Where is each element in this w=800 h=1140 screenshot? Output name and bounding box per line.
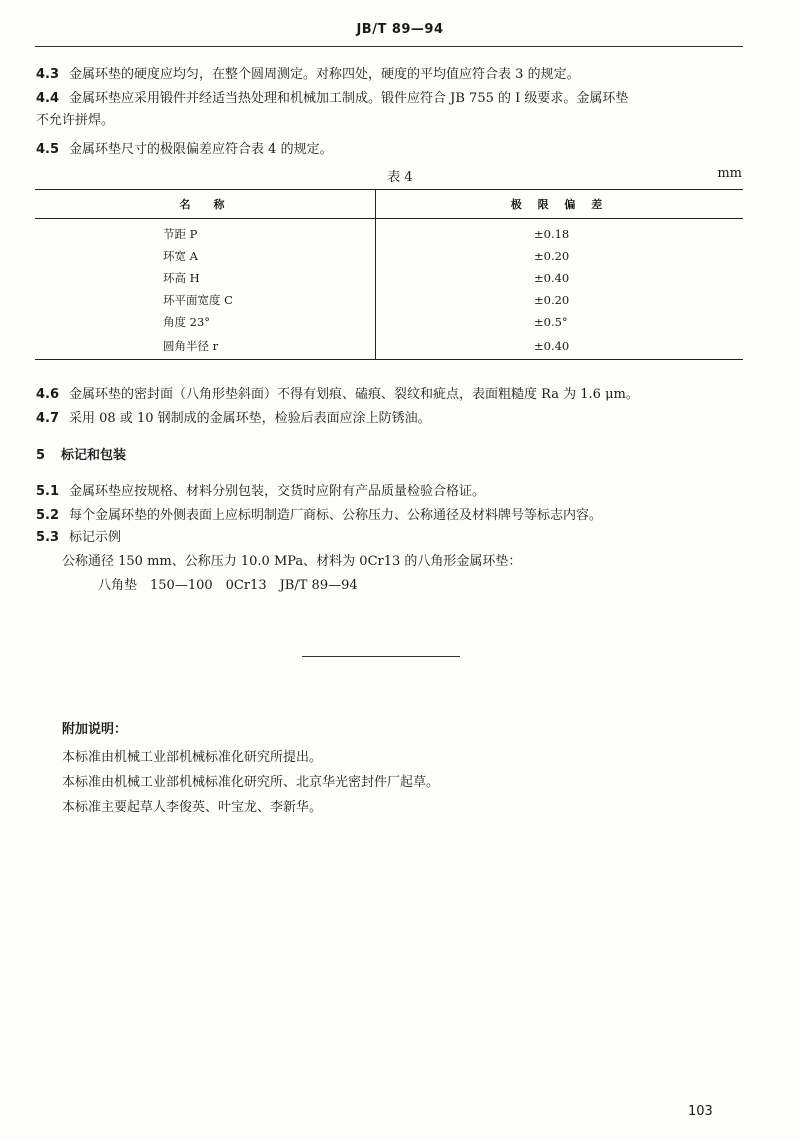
- clause-number: 4.6: [36, 387, 60, 402]
- row-value: ±0.20: [534, 249, 570, 263]
- row-value: ±0.40: [376, 333, 744, 359]
- section-title: 标记和包装: [61, 448, 127, 463]
- row-name: 环高 H: [35, 267, 376, 289]
- table-row: [35, 333, 743, 359]
- clause-4-3: [36, 64, 742, 85]
- clause-4-4: [36, 88, 742, 109]
- row-name: 节距 P: [35, 219, 376, 246]
- clause-text: 金属环垫应按规格、材料分别包装，交货时应附有产品质量检验合格证。: [69, 484, 486, 499]
- tolerance-table: [35, 189, 743, 360]
- note-line: 本标准由机械工业部机械标准化研究所、北京华光密封件厂起草。: [62, 775, 440, 790]
- clause-number: 4.4: [36, 91, 60, 106]
- table-header-row: [35, 190, 743, 219]
- clause-number: 4.3: [36, 67, 60, 82]
- table-row: [35, 219, 743, 246]
- table-row: [35, 267, 743, 289]
- row-name: 环平面宽度 C: [35, 289, 376, 311]
- document-header: JB/T 89—94: [356, 22, 444, 37]
- clause-text: 不允许拼焊。: [36, 113, 115, 128]
- header-rule: [35, 46, 743, 47]
- row-value: ±0.20: [534, 293, 570, 307]
- clause-text: 采用 08 或 10 钢制成的金属环垫，检验后表面应涂上防锈油。: [69, 411, 431, 426]
- clause-4-7: [36, 408, 742, 429]
- table-caption: 表 4: [387, 170, 413, 185]
- clause-4-5: [36, 139, 742, 160]
- row-value: ±0.18: [534, 227, 570, 241]
- row-name: 圆角半径 r: [35, 333, 376, 359]
- section-number: 5: [36, 448, 46, 463]
- clause-text: 金属环垫的硬度应均匀，在整个圆周测定。对称四处，硬度的平均值应符合表 3 的规定。: [69, 67, 580, 82]
- clause-number: 5.2: [36, 508, 60, 523]
- row-value: ±0.5°: [534, 315, 568, 329]
- row-name: 角度 23°: [35, 311, 376, 333]
- clause-text: 每个金属环垫的外侧表面上应标明制造厂商标、公称压力、公称通径及材料牌号等标志内容。: [69, 508, 603, 523]
- header-name: 名 称: [35, 190, 376, 219]
- row-name: 环宽 A: [35, 245, 376, 267]
- notes-title: 附加说明：: [62, 722, 128, 737]
- clause-number: 4.7: [36, 411, 60, 426]
- end-divider: [302, 656, 460, 657]
- clause-4-4-continued: [36, 110, 742, 131]
- header-tolerance: 极 限 偏 差: [376, 190, 744, 219]
- note-line: 本标准主要起草人李俊英、叶宝龙、李新华。: [62, 800, 323, 815]
- table-unit: mm: [717, 166, 742, 181]
- note-line: 本标准由机械工业部机械标准化研究所提出。: [62, 750, 323, 765]
- clause-number: 5.3: [36, 530, 60, 545]
- page-number: 103: [688, 1104, 713, 1119]
- table-row: [35, 311, 743, 333]
- clause-text: 金属环垫应采用锻件并经适当热处理和机械加工制成。锻件应符合 JB 755 的 Ⅰ 级要求。金属环垫: [69, 91, 629, 106]
- clause-text: 金属环垫尺寸的极限偏差应符合表 4 的规定。: [69, 142, 333, 157]
- table-row: [35, 289, 743, 311]
- clause-5-3: [36, 527, 742, 548]
- clause-5-1: [36, 481, 742, 502]
- section-5-heading: [36, 445, 742, 466]
- clause-number: 5.1: [36, 484, 60, 499]
- row-value: ±0.40: [534, 271, 570, 285]
- clause-5-2: [36, 505, 742, 526]
- table-row: [35, 245, 743, 267]
- marking-example: 八角垫 150—100 0Cr13 JB/T 89—94: [98, 578, 358, 593]
- clause-text: 金属环垫的密封面（八角形垫斜面）不得有划痕、磕痕、裂纹和疵点，表面粗糙度 Ra 为 1.6 μm。: [69, 387, 639, 402]
- clause-4-6: [36, 384, 742, 405]
- clause-text: 标记示例: [69, 530, 122, 545]
- marking-example-description: 公称通径 150 mm、公称压力 10.0 MPa、材料为 0Cr13 的八角形金属环垫：: [62, 554, 522, 569]
- clause-number: 4.5: [36, 142, 60, 157]
